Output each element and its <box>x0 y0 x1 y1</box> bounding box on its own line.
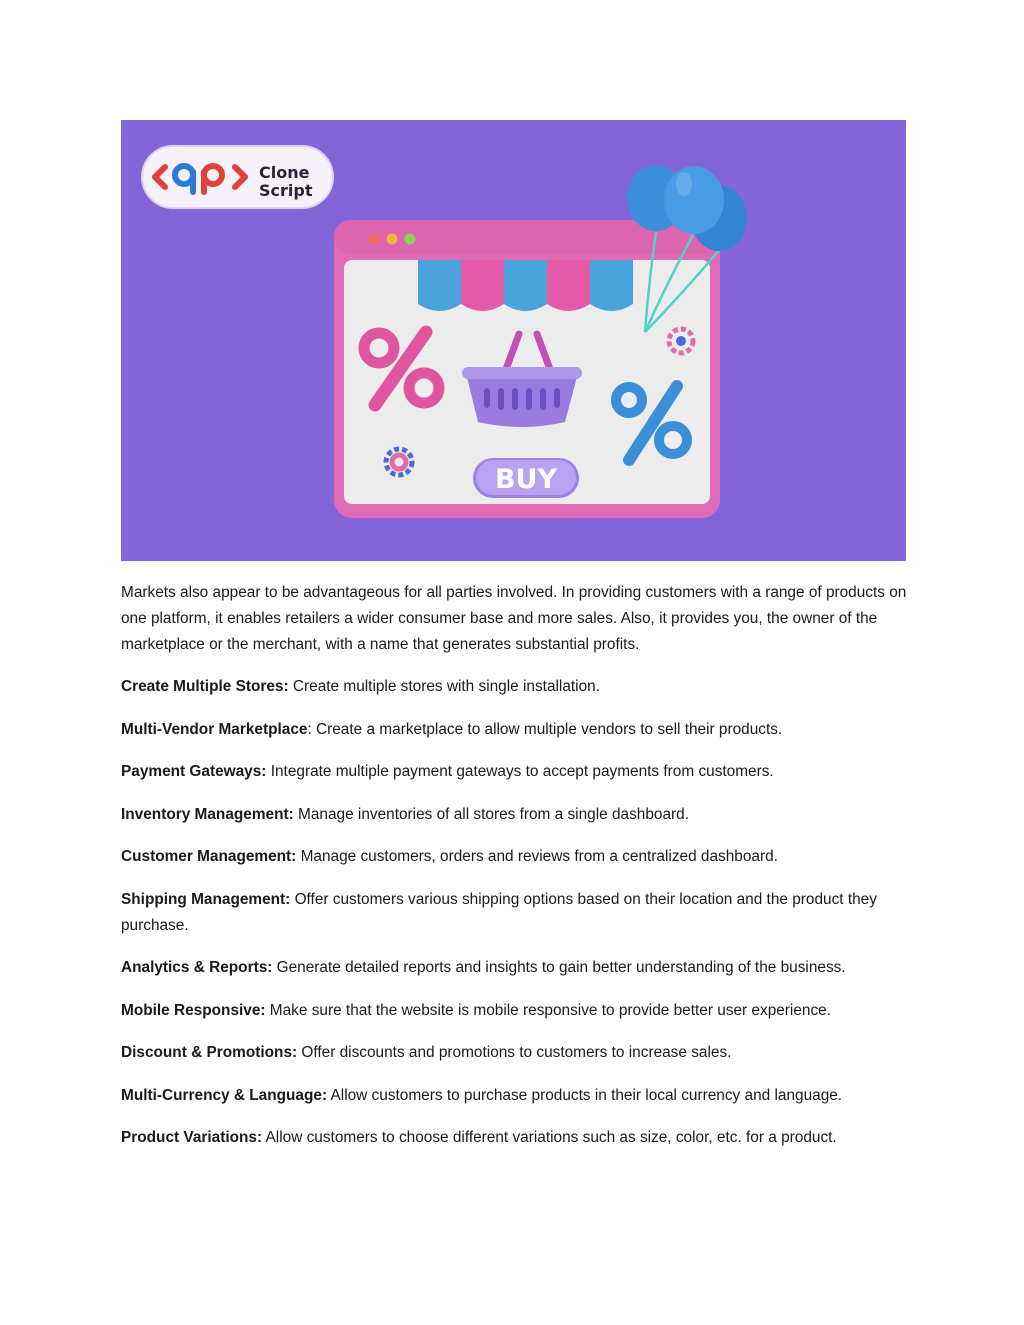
logo-text-script: Script <box>259 181 313 200</box>
shop-window <box>334 220 720 518</box>
feature-item <box>121 844 911 870</box>
feature-title: Inventory Management: <box>121 805 294 823</box>
feature-item <box>121 717 911 743</box>
feature-item <box>121 887 911 939</box>
awning-icon <box>418 260 633 311</box>
feature-title: Mobile Responsive: <box>121 1001 266 1019</box>
feature-description: Integrate multiple payment gateways to accept payments from customers. <box>266 763 774 780</box>
feature-title: Customer Management: <box>121 848 297 865</box>
feature-title: Discount & Promotions: <box>121 1044 298 1061</box>
feature-description: Allow customers to purchase products in their local currency and language. <box>327 1086 843 1104</box>
feature-title: Create Multiple Stores: <box>121 678 289 695</box>
feature-item <box>121 674 911 700</box>
feature-description: Offer discounts and promotions to customers to increase sales. <box>297 1044 732 1061</box>
feature-title: Multi-Currency & Language: <box>121 1086 328 1104</box>
feature-item <box>121 1040 911 1066</box>
feature-description: Offer customers various shipping options based on their location and the product they purchase. <box>121 890 877 934</box>
feature-description: Allow customers to choose different variations such as size, color, etc. for a product. <box>262 1129 837 1146</box>
feature-item <box>121 759 911 785</box>
hero-illustration <box>121 120 906 561</box>
feature-item <box>121 998 911 1024</box>
buy-button-illustration <box>473 458 579 498</box>
feature-description: Make sure that the website is mobile responsive to provide better user experience. <box>265 1001 832 1019</box>
window-dot-green <box>405 234 416 245</box>
feature-description: Manage inventories of all stores from a single dashboard. <box>293 805 689 823</box>
brand-logo <box>142 146 333 208</box>
feature-title: Analytics & Reports: <box>121 959 273 976</box>
feature-item <box>121 955 911 981</box>
intro-paragraph: Markets also appear to be advantageous for all parties involved. In providing customers with a range of products on one platform, it enables retailers a wider consumer base and more sales. Also, it provides you, the owner of the marketplace or the merchant, with a name that generates substantial profits. <box>121 584 907 653</box>
feature-item <box>121 802 911 828</box>
feature-item <box>121 1083 911 1109</box>
window-dot-red <box>369 234 380 245</box>
window-dot-yellow <box>387 234 398 245</box>
feature-description: Create multiple stores with single installation. <box>288 678 600 695</box>
feature-description: : Create a marketplace to allow multiple vendors to sell their products. <box>307 720 783 738</box>
feature-list <box>121 674 911 1151</box>
article-body <box>121 580 911 1168</box>
logo-text-clone: Clone <box>259 163 310 182</box>
buy-label: BUY <box>494 464 558 495</box>
feature-title: Product Variations: <box>121 1129 263 1146</box>
feature-title: Payment Gateways: <box>121 763 267 780</box>
feature-title: Multi-Vendor Marketplace <box>121 720 308 738</box>
feature-description: Manage customers, orders and reviews from a centralized dashboard. <box>296 848 778 865</box>
feature-item <box>121 1125 911 1151</box>
feature-title: Shipping Management: <box>121 890 291 908</box>
feature-description: Generate detailed reports and insights to gain better understanding of the business. <box>272 959 846 976</box>
